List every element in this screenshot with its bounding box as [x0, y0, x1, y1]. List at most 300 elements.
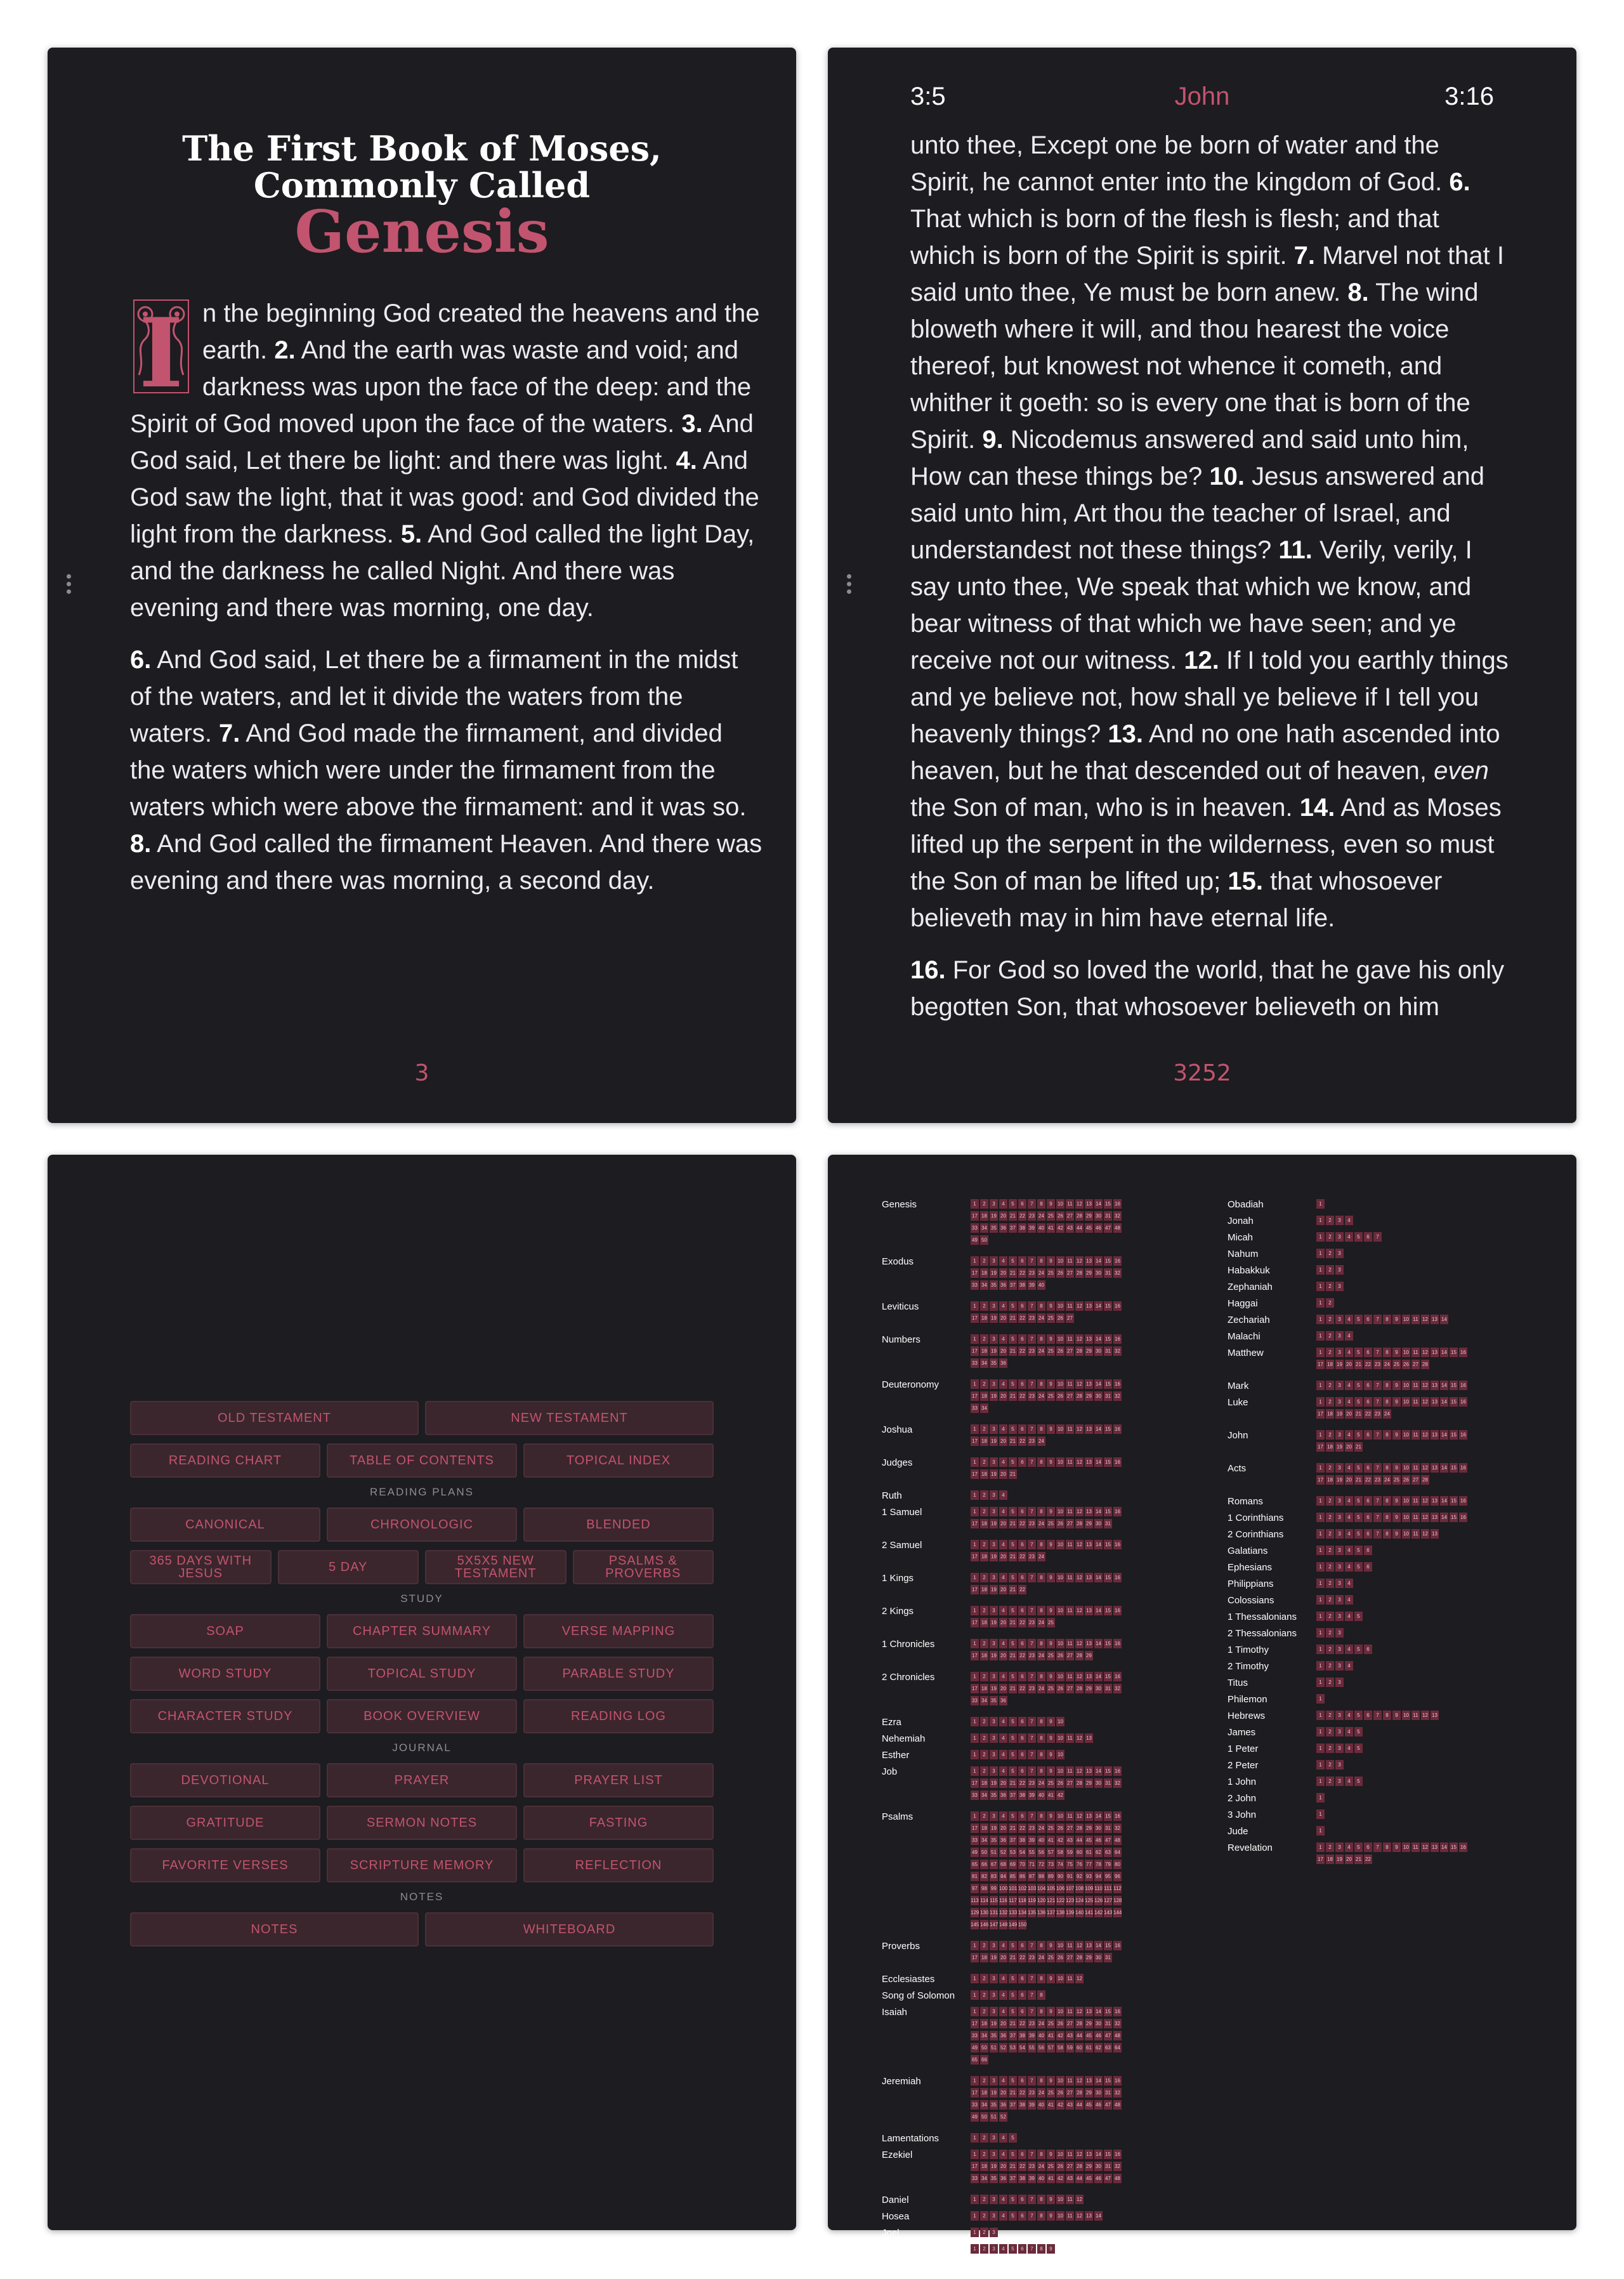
chapter-cell[interactable]: 50: [980, 2043, 988, 2052]
notes-button[interactable]: NOTES: [130, 1912, 419, 1947]
chapter-cell[interactable]: 25: [1047, 1618, 1055, 1627]
chapter-cell[interactable]: 38: [1018, 1280, 1026, 1290]
chapter-cell[interactable]: 3: [990, 2195, 998, 2204]
chapter-cell[interactable]: 4: [1345, 1645, 1353, 1654]
chapter-cell[interactable]: 19: [990, 2088, 998, 2098]
chapter-cell[interactable]: 11: [1066, 1334, 1074, 1344]
chapter-cell[interactable]: 8: [1037, 1750, 1045, 1759]
chapter-cell[interactable]: 13: [1085, 1573, 1093, 1582]
chapter-cell[interactable]: 41: [1047, 2174, 1055, 2183]
chapter-cell[interactable]: 11: [1066, 1639, 1074, 1648]
chapter-cell[interactable]: 6: [1364, 1645, 1372, 1654]
chapter-cell[interactable]: 139: [1066, 1908, 1074, 1917]
chapter-cell[interactable]: 19: [990, 1684, 998, 1693]
chapter-cell[interactable]: 26: [1056, 1684, 1064, 1693]
chapter-cell[interactable]: 8: [1037, 2007, 1045, 2016]
chapter-cell[interactable]: 116: [999, 1896, 1007, 1905]
chapter-cell[interactable]: 3: [990, 1573, 998, 1582]
chapter-cell[interactable]: 8: [1037, 1424, 1045, 1434]
chapter-cell[interactable]: 15: [1450, 1430, 1458, 1440]
chapter-cell[interactable]: 13: [1085, 2076, 1093, 2085]
chapter-cell[interactable]: 24: [1037, 1436, 1045, 1446]
chapter-cell[interactable]: 6: [1364, 1315, 1372, 1324]
chapter-cell[interactable]: 117: [1009, 1896, 1017, 1905]
new-testament-button[interactable]: NEW TESTAMENT: [425, 1401, 714, 1435]
chapter-cell[interactable]: 15: [1104, 2076, 1112, 2085]
chapter-cell[interactable]: 11: [1066, 1974, 1074, 1983]
chapter-cell[interactable]: 35: [990, 2174, 998, 2183]
chapter-cell[interactable]: 1: [1316, 1777, 1325, 1786]
chapter-cell[interactable]: 44: [1075, 2100, 1084, 2110]
chapter-cell[interactable]: 9: [1047, 1811, 1055, 1821]
chapter-cell[interactable]: 4: [999, 1811, 1007, 1821]
chapter-cell[interactable]: 1: [971, 1334, 979, 1344]
chapter-cell[interactable]: 1: [1316, 1232, 1325, 1242]
chapter-cell[interactable]: 1: [971, 1941, 979, 1950]
chapter-cell[interactable]: 11: [1066, 1941, 1074, 1950]
chapter-cell[interactable]: 5: [1354, 1546, 1363, 1555]
chapter-cell[interactable]: 34: [980, 2174, 988, 2183]
chapter-cell[interactable]: 55: [1028, 1848, 1036, 1857]
chapter-cell[interactable]: 2: [1326, 1711, 1334, 1720]
chapter-cell[interactable]: 12: [1075, 1941, 1084, 1950]
chapter-cell[interactable]: 51: [990, 2112, 998, 2122]
chapter-cell[interactable]: 8: [1383, 1348, 1391, 1357]
chapter-cell[interactable]: 55: [1028, 2043, 1036, 2052]
chapter-cell[interactable]: 4: [1345, 1430, 1353, 1440]
chapter-cell[interactable]: 18: [980, 1211, 988, 1221]
chapter-cell[interactable]: 4: [999, 1974, 1007, 1983]
chapter-cell[interactable]: 46: [1094, 1836, 1103, 1845]
chapter-cell[interactable]: 4: [999, 1457, 1007, 1467]
chapter-cell[interactable]: 25: [1047, 1268, 1055, 1278]
chapter-cell[interactable]: 142: [1094, 1908, 1103, 1917]
chapter-cell[interactable]: 48: [1113, 2031, 1122, 2040]
chapter-cell[interactable]: 14: [1094, 1334, 1103, 1344]
chapter-cell[interactable]: 22: [1018, 1823, 1026, 1833]
chapter-cell[interactable]: 4: [1345, 1612, 1353, 1621]
chapter-cell[interactable]: 21: [1354, 1855, 1363, 1864]
chapter-cell[interactable]: 10: [1402, 1529, 1410, 1539]
chapter-cell[interactable]: 5: [1354, 1232, 1363, 1242]
header-book-name[interactable]: John: [1174, 82, 1230, 110]
chapter-cell[interactable]: 11: [1411, 1315, 1420, 1324]
chapter-cell[interactable]: 1: [1316, 1612, 1325, 1621]
prayer-button[interactable]: PRAYER: [327, 1763, 517, 1797]
chapter-cell[interactable]: 18: [980, 1778, 988, 1788]
chapter-cell[interactable]: 7: [1028, 2007, 1036, 2016]
chapter-cell[interactable]: 31: [1104, 2019, 1112, 2028]
chapter-cell[interactable]: 4: [1345, 1381, 1353, 1390]
chapter-cell[interactable]: 120: [1037, 1896, 1045, 1905]
chapter-cell[interactable]: 5: [1354, 1744, 1363, 1753]
chapter-cell[interactable]: 41: [1047, 2100, 1055, 2110]
chapter-cell[interactable]: 28: [1075, 1268, 1084, 1278]
chapter-cell[interactable]: 27: [1411, 1475, 1420, 1485]
chapter-cell[interactable]: 54: [1018, 1848, 1026, 1857]
chapter-cell[interactable]: 35: [990, 2100, 998, 2110]
chapter-cell[interactable]: 27: [1066, 1268, 1074, 1278]
chapter-cell[interactable]: 9: [1392, 1430, 1401, 1440]
chapter-cell[interactable]: 3: [990, 1334, 998, 1344]
chapter-cell[interactable]: 38: [1018, 1223, 1026, 1233]
chapter-cell[interactable]: 33: [971, 1403, 979, 1413]
chapter-cell[interactable]: 3: [990, 1672, 998, 1681]
chapter-cell[interactable]: 23: [1028, 1552, 1036, 1561]
chapter-cell[interactable]: 45: [1085, 1223, 1093, 1233]
chapter-cell[interactable]: 6: [1018, 2244, 1026, 2254]
chapter-cell[interactable]: 18: [980, 1268, 988, 1278]
chapter-cell[interactable]: 63: [1104, 2043, 1112, 2052]
chapter-cell[interactable]: 2: [1326, 1513, 1334, 1522]
chapter-cell[interactable]: 4: [1345, 1711, 1353, 1720]
chapter-cell[interactable]: 6: [1018, 1672, 1026, 1681]
chapter-cell[interactable]: 15: [1450, 1397, 1458, 1407]
chapter-cell[interactable]: 10: [1056, 2150, 1064, 2159]
chapter-cell[interactable]: 5: [1354, 1397, 1363, 1407]
chapter-cell[interactable]: 39: [1028, 2031, 1036, 2040]
chapter-cell[interactable]: 15: [1104, 2007, 1112, 2016]
chapter-cell[interactable]: 26: [1056, 1346, 1064, 1356]
chapter-cell[interactable]: 6: [1018, 1766, 1026, 1776]
chapter-cell[interactable]: 19: [990, 1519, 998, 1528]
chapter-cell[interactable]: 7: [1028, 1672, 1036, 1681]
chapter-cell[interactable]: 2: [1326, 1232, 1334, 1242]
chapter-cell[interactable]: 24: [1037, 1778, 1045, 1788]
chapter-cell[interactable]: 32: [1113, 2088, 1122, 2098]
chapter-cell[interactable]: 14: [1094, 2007, 1103, 2016]
chapter-cell[interactable]: 34: [980, 1223, 988, 1233]
chapter-cell[interactable]: 3: [990, 1750, 998, 1759]
chapter-cell[interactable]: 18: [980, 1823, 988, 1833]
chapter-cell[interactable]: 34: [980, 1790, 988, 1800]
chapter-cell[interactable]: 35: [990, 1696, 998, 1705]
chapter-cell[interactable]: 30: [1094, 1268, 1103, 1278]
chapter-cell[interactable]: 62: [1094, 2043, 1103, 2052]
chapter-cell[interactable]: 47: [1104, 2174, 1112, 2183]
chapter-cell[interactable]: 5: [1009, 1811, 1017, 1821]
chapter-cell[interactable]: 2: [1326, 1381, 1334, 1390]
chapter-cell[interactable]: 24: [1037, 1391, 1045, 1401]
chapter-cell[interactable]: 52: [999, 1848, 1007, 1857]
chapter-cell[interactable]: 1: [1316, 1463, 1325, 1473]
chapter-cell[interactable]: 23: [1028, 2162, 1036, 2171]
chapter-cell[interactable]: 10: [1056, 2195, 1064, 2204]
chapter-cell[interactable]: 10: [1402, 1496, 1410, 1506]
chapter-cell[interactable]: 5: [1009, 1750, 1017, 1759]
chapter-cell[interactable]: 22: [1018, 1346, 1026, 1356]
chapter-cell[interactable]: 7: [1373, 1513, 1382, 1522]
chapter-cell[interactable]: 38: [1018, 2100, 1026, 2110]
chapter-cell[interactable]: 61: [1085, 1848, 1093, 1857]
chapter-cell[interactable]: 9: [1392, 1711, 1401, 1720]
chapter-cell[interactable]: 4: [999, 1717, 1007, 1726]
chapter-cell[interactable]: 19: [990, 1391, 998, 1401]
chapter-cell[interactable]: 5: [1009, 1766, 1017, 1776]
chapter-cell[interactable]: 21: [1009, 1346, 1017, 1356]
chapter-cell[interactable]: 32: [1113, 1268, 1122, 1278]
chapter-cell[interactable]: 19: [990, 1778, 998, 1788]
chapter-cell[interactable]: 24: [1037, 2088, 1045, 2098]
chapter-cell[interactable]: 128: [1113, 1896, 1122, 1905]
chapter-cell[interactable]: 1: [1316, 1694, 1325, 1704]
chapter-cell[interactable]: 5: [1009, 1334, 1017, 1344]
chapter-cell[interactable]: 6: [1364, 1463, 1372, 1473]
chapter-cell[interactable]: 66: [980, 2055, 988, 2065]
chapter-cell[interactable]: 20: [999, 2088, 1007, 2098]
chapter-cell[interactable]: 2: [1326, 1463, 1334, 1473]
chapter-cell[interactable]: 30: [1094, 1346, 1103, 1356]
chapter-cell[interactable]: 2: [1326, 1397, 1334, 1407]
chapter-cell[interactable]: 1: [1316, 1562, 1325, 1572]
chapter-cell[interactable]: 9: [1047, 2150, 1055, 2159]
chronologic-button[interactable]: CHRONOLOGIC: [327, 1507, 517, 1542]
chapter-cell[interactable]: 19: [1335, 1360, 1344, 1369]
chapter-cell[interactable]: 6: [1018, 2195, 1026, 2204]
topical-index-button[interactable]: TOPICAL INDEX: [523, 1443, 714, 1478]
chapter-cell[interactable]: 4: [999, 1507, 1007, 1516]
chapter-cell[interactable]: 13: [1085, 1766, 1093, 1776]
chapter-cell[interactable]: 8: [1383, 1842, 1391, 1852]
chapter-cell[interactable]: 71: [1028, 1860, 1036, 1869]
chapter-cell[interactable]: 47: [1104, 2031, 1112, 2040]
chapter-cell[interactable]: 16: [1113, 1424, 1122, 1434]
chapter-cell[interactable]: 20: [1345, 1360, 1353, 1369]
chapter-cell[interactable]: 30: [1094, 2019, 1103, 2028]
chapter-cell[interactable]: 22: [1018, 2019, 1026, 2028]
chapter-cell[interactable]: 1: [1316, 1678, 1325, 1687]
chapter-cell[interactable]: 12: [1421, 1496, 1429, 1506]
chapter-cell[interactable]: 5: [1354, 1529, 1363, 1539]
chapter-cell[interactable]: 39: [1028, 1223, 1036, 1233]
chapter-cell[interactable]: 2: [1326, 1265, 1334, 1275]
chapter-cell[interactable]: 28: [1075, 1651, 1084, 1660]
chapter-cell[interactable]: 7: [1028, 1974, 1036, 1983]
chapter-cell[interactable]: 2: [980, 1750, 988, 1759]
chapter-cell[interactable]: 6: [1018, 1301, 1026, 1311]
chapter-cell[interactable]: 29: [1085, 2162, 1093, 2171]
chapter-cell[interactable]: 20: [999, 1585, 1007, 1594]
chapter-cell[interactable]: 4: [1345, 1727, 1353, 1737]
chapter-cell[interactable]: 25: [1047, 1823, 1055, 1833]
chapter-cell[interactable]: 4: [999, 2244, 1007, 2254]
chapter-cell[interactable]: 4: [1345, 1216, 1353, 1225]
chapter-cell[interactable]: 19: [990, 1313, 998, 1323]
chapter-cell[interactable]: 1: [971, 1990, 979, 2000]
chapter-cell[interactable]: 131: [990, 1908, 998, 1917]
chapter-cell[interactable]: 23: [1028, 1436, 1036, 1446]
chapter-cell[interactable]: 14: [1440, 1430, 1448, 1440]
chapter-cell[interactable]: 34: [980, 1358, 988, 1368]
chapter-cell[interactable]: 29: [1085, 1519, 1093, 1528]
chapter-cell[interactable]: 19: [1335, 1475, 1344, 1485]
chapter-cell[interactable]: 44: [1075, 1836, 1084, 1845]
chapter-cell[interactable]: 40: [1037, 1836, 1045, 1845]
chapter-cell[interactable]: 8: [1037, 2195, 1045, 2204]
chapter-cell[interactable]: 18: [980, 1651, 988, 1660]
chapter-cell[interactable]: 21: [1009, 1211, 1017, 1221]
chapter-cell[interactable]: 20: [999, 1778, 1007, 1788]
chapter-cell[interactable]: 56: [1037, 1848, 1045, 1857]
chapter-cell[interactable]: 5: [1009, 1974, 1017, 1983]
chapter-cell[interactable]: 5: [1009, 2150, 1017, 2159]
chapter-cell[interactable]: 7: [1028, 1750, 1036, 1759]
chapter-cell[interactable]: 150: [1018, 1920, 1026, 1929]
chapter-cell[interactable]: 86: [1018, 1872, 1026, 1881]
chapter-cell[interactable]: 2: [1326, 1661, 1334, 1671]
chapter-cell[interactable]: 12: [1075, 1424, 1084, 1434]
chapter-cell[interactable]: 41: [1047, 1836, 1055, 1845]
chapter-cell[interactable]: 109: [1085, 1884, 1093, 1893]
chapter-cell[interactable]: 61: [1085, 2043, 1093, 2052]
chapter-cell[interactable]: 1: [971, 1606, 979, 1615]
chapter-cell[interactable]: 7: [1028, 1733, 1036, 1743]
chapter-cell[interactable]: 1: [1316, 1348, 1325, 1357]
chapter-cell[interactable]: 20: [1345, 1409, 1353, 1419]
chapter-cell[interactable]: 6: [1364, 1397, 1372, 1407]
chapter-cell[interactable]: 51: [990, 1848, 998, 1857]
chapter-cell[interactable]: 3: [990, 2007, 998, 2016]
chapter-cell[interactable]: 6: [1018, 1507, 1026, 1516]
chapter-cell[interactable]: 11: [1411, 1348, 1420, 1357]
chapter-cell[interactable]: 112: [1113, 1884, 1122, 1893]
chapter-cell[interactable]: 88: [1037, 1872, 1045, 1881]
chapter-cell[interactable]: 13: [1085, 2007, 1093, 2016]
chapter-cell[interactable]: 13: [1085, 1379, 1093, 1389]
chapter-cell[interactable]: 4: [999, 1750, 1007, 1759]
chapter-cell[interactable]: 4: [999, 1733, 1007, 1743]
chapter-cell[interactable]: 14: [1094, 2150, 1103, 2159]
chapter-cell[interactable]: 24: [1037, 2019, 1045, 2028]
chapter-cell[interactable]: 7: [1028, 2244, 1036, 2254]
scripture-memory-button[interactable]: SCRIPTURE MEMORY: [327, 1848, 517, 1882]
chapter-cell[interactable]: 21: [1009, 1618, 1017, 1627]
chapter-cell[interactable]: 11: [1066, 1766, 1074, 1776]
chapter-cell[interactable]: 1: [1316, 1199, 1325, 1209]
chapter-cell[interactable]: 20: [999, 1684, 1007, 1693]
chapter-cell[interactable]: 22: [1018, 1618, 1026, 1627]
chapter-cell[interactable]: 3: [1335, 1678, 1344, 1687]
chapter-cell[interactable]: 60: [1075, 2043, 1084, 2052]
chapter-cell[interactable]: 21: [1009, 2019, 1017, 2028]
chapter-cell[interactable]: 12: [1421, 1381, 1429, 1390]
chapter-cell[interactable]: 9: [1047, 2007, 1055, 2016]
chapter-cell[interactable]: 28: [1075, 2088, 1084, 2098]
chapter-cell[interactable]: 2: [980, 2133, 988, 2143]
chapter-cell[interactable]: 1: [971, 1639, 979, 1648]
chapter-cell[interactable]: 12: [1075, 1672, 1084, 1681]
chapter-cell[interactable]: 33: [971, 1280, 979, 1290]
chapter-cell[interactable]: 36: [999, 1223, 1007, 1233]
chapter-cell[interactable]: 14: [1440, 1315, 1448, 1324]
chapter-cell[interactable]: 2: [1326, 1579, 1334, 1588]
chapter-cell[interactable]: 3: [990, 1941, 998, 1950]
chapter-cell[interactable]: 65: [971, 2055, 979, 2065]
chapter-cell[interactable]: 13: [1431, 1463, 1439, 1473]
chapter-cell[interactable]: 29: [1085, 1684, 1093, 1693]
chapter-cell[interactable]: 26: [1056, 2088, 1064, 2098]
chapter-cell[interactable]: 38: [1018, 2031, 1026, 2040]
chapter-cell[interactable]: 2: [980, 1199, 988, 1209]
chapter-cell[interactable]: 9: [1047, 1717, 1055, 1726]
chapter-cell[interactable]: 99: [990, 1884, 998, 1893]
chapter-cell[interactable]: 136: [1037, 1908, 1045, 1917]
chapter-cell[interactable]: 1: [971, 1750, 979, 1759]
chapter-cell[interactable]: 37: [1009, 2031, 1017, 2040]
chapter-cell[interactable]: 60: [1075, 1848, 1084, 1857]
chapter-cell[interactable]: 13: [1085, 1334, 1093, 1344]
chapter-cell[interactable]: 1: [1316, 1381, 1325, 1390]
chapter-cell[interactable]: 4: [999, 2076, 1007, 2085]
chapter-cell[interactable]: 1: [971, 2228, 979, 2237]
chapter-cell[interactable]: 5: [1009, 1639, 1017, 1648]
chapter-cell[interactable]: 9: [1047, 1424, 1055, 1434]
chapter-cell[interactable]: 5: [1009, 1573, 1017, 1582]
chapter-cell[interactable]: 6: [1364, 1381, 1372, 1390]
chapter-cell[interactable]: 9: [1047, 2195, 1055, 2204]
chapter-cell[interactable]: 12: [1421, 1529, 1429, 1539]
chapter-cell[interactable]: 25: [1047, 1778, 1055, 1788]
chapter-cell[interactable]: 2: [1326, 1282, 1334, 1291]
chapter-cell[interactable]: 4: [999, 1424, 1007, 1434]
chapter-cell[interactable]: 12: [1075, 1606, 1084, 1615]
chapter-cell[interactable]: 147: [990, 1920, 998, 1929]
chapter-cell[interactable]: 14: [1094, 1301, 1103, 1311]
chapter-cell[interactable]: 130: [980, 1908, 988, 1917]
chapter-cell[interactable]: 12: [1075, 1199, 1084, 1209]
chapter-cell[interactable]: 6: [1018, 1941, 1026, 1950]
chapter-cell[interactable]: 12: [1421, 1430, 1429, 1440]
chapter-cell[interactable]: 18: [980, 1313, 988, 1323]
word-study-button[interactable]: WORD STUDY: [130, 1657, 320, 1691]
chapter-cell[interactable]: 10: [1402, 1430, 1410, 1440]
chapter-cell[interactable]: 23: [1028, 1651, 1036, 1660]
chapter-cell[interactable]: 7: [1373, 1496, 1382, 1506]
chapter-cell[interactable]: 29: [1085, 1211, 1093, 1221]
chapter-cell[interactable]: 5: [1009, 2195, 1017, 2204]
chapter-cell[interactable]: 13: [1085, 1301, 1093, 1311]
chapter-cell[interactable]: 122: [1056, 1896, 1064, 1905]
chapter-cell[interactable]: 8: [1037, 1301, 1045, 1311]
chapter-cell[interactable]: 6: [1364, 1430, 1372, 1440]
chapter-cell[interactable]: 8: [1037, 1606, 1045, 1615]
chapter-cell[interactable]: 4: [999, 1766, 1007, 1776]
chapter-cell[interactable]: 6: [1364, 1496, 1372, 1506]
chapter-cell[interactable]: 5: [1009, 1199, 1017, 1209]
5-day-button[interactable]: 5 DAY: [278, 1550, 419, 1584]
chapter-cell[interactable]: 96: [1113, 1872, 1122, 1881]
chapter-cell[interactable]: 21: [1354, 1409, 1363, 1419]
chapter-cell[interactable]: 1: [971, 1811, 979, 1821]
chapter-cell[interactable]: 11: [1066, 2076, 1074, 2085]
chapter-cell[interactable]: 12: [1075, 1573, 1084, 1582]
chapter-cell[interactable]: 31: [1104, 1823, 1112, 1833]
chapter-cell[interactable]: 16: [1459, 1430, 1467, 1440]
chapter-cell[interactable]: 12: [1421, 1348, 1429, 1357]
chapter-cell[interactable]: 8: [1037, 2076, 1045, 2085]
chapter-cell[interactable]: 21: [1354, 1475, 1363, 1485]
chapter-cell[interactable]: 14: [1094, 1639, 1103, 1648]
chapter-cell[interactable]: 21: [1009, 1391, 1017, 1401]
chapter-cell[interactable]: 9: [1047, 1301, 1055, 1311]
chapter-cell[interactable]: 40: [1037, 1280, 1045, 1290]
chapter-cell[interactable]: 17: [971, 1778, 979, 1788]
chapter-cell[interactable]: 4: [999, 1606, 1007, 1615]
chapter-cell[interactable]: 32: [1113, 1346, 1122, 1356]
chapter-cell[interactable]: 16: [1459, 1348, 1467, 1357]
chapter-cell[interactable]: 102: [1018, 1884, 1026, 1893]
chapter-cell[interactable]: 10: [1402, 1315, 1410, 1324]
